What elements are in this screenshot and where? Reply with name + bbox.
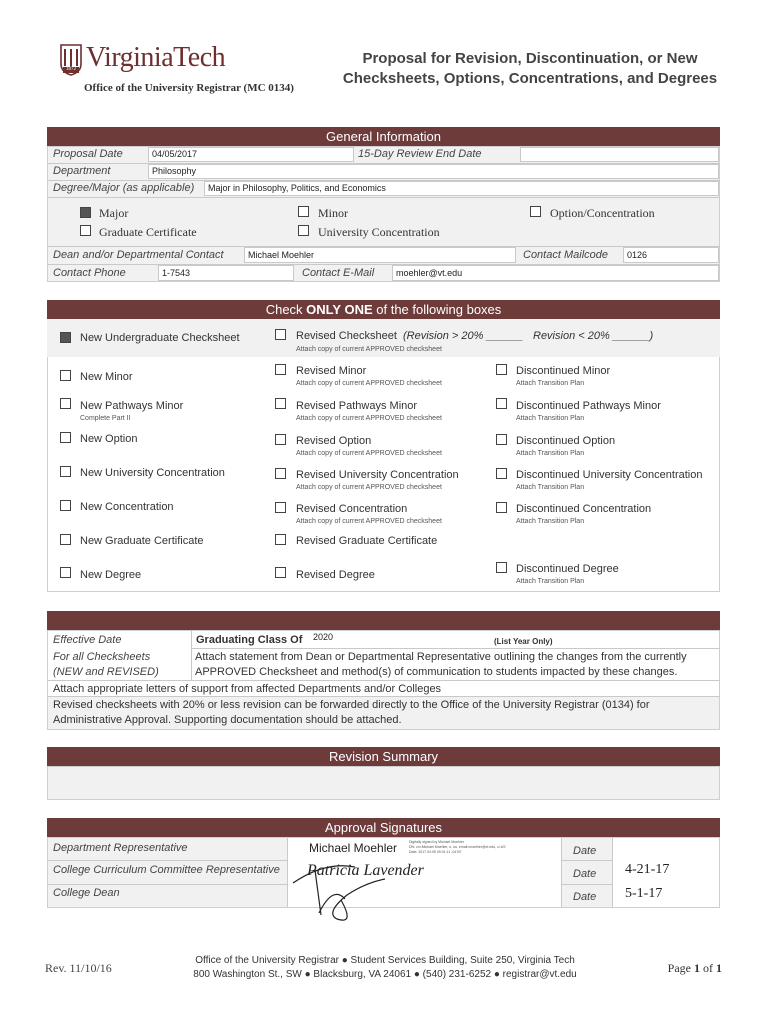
revised-pathways-minor-label: Revised Pathways Minor bbox=[296, 400, 418, 412]
new-university-concentration-label: New University Concentration bbox=[80, 467, 225, 479]
check-one-heading-pre: Check bbox=[265, 302, 307, 317]
new-minor-label: New Minor bbox=[80, 371, 133, 383]
revised-checksheet-label: Revised Checksheet bbox=[296, 330, 397, 342]
form-title-line1: Proposal for Revision, Discontinuation, or New bbox=[362, 50, 698, 67]
contact-field[interactable] bbox=[244, 247, 516, 263]
effective-header bbox=[47, 611, 720, 630]
revised-option-label: Revised Option bbox=[296, 435, 372, 447]
curriculum-rep-date-field[interactable] bbox=[613, 861, 719, 883]
check-one-heading-bold: ONLY ONE bbox=[306, 302, 373, 317]
dept-rep-signature: Michael Moehler bbox=[309, 841, 398, 855]
discontinued-degree-note: Attach Transition Plan bbox=[516, 578, 585, 585]
discontinued-concentration-label: Discontinued Concentration bbox=[516, 503, 652, 515]
discontinued-option-checkbox[interactable] bbox=[496, 434, 507, 445]
revised-degree-checkbox[interactable] bbox=[275, 567, 286, 578]
check-one-header bbox=[47, 300, 720, 319]
new-university-concentration-checkbox[interactable] bbox=[60, 466, 71, 477]
discontinued-pathways-minor-label: Discontinued Pathways Minor bbox=[516, 400, 661, 412]
revised-concentration-checkbox[interactable] bbox=[275, 502, 286, 513]
revised-minor-label: Revised Minor bbox=[296, 365, 367, 377]
all-checksheets-label2: (NEW and REVISED) bbox=[53, 666, 159, 678]
graduating-class-label: Graduating Class Of bbox=[196, 634, 303, 646]
proposal-date-field[interactable] bbox=[148, 147, 354, 162]
revised-minor-checkbox[interactable] bbox=[275, 364, 286, 375]
digital-note-1: Digitally signed by Michael Moehler bbox=[409, 840, 464, 844]
revised-option-note: Attach copy of current APPROVED checksheet bbox=[296, 450, 442, 457]
discontinued-option-note: Attach Transition Plan bbox=[516, 450, 585, 457]
new-pathways-minor-note: Complete Part II bbox=[80, 415, 131, 422]
discontinued-pathways-minor-checkbox[interactable] bbox=[496, 398, 507, 409]
office-name: Office of the University Registrar (MC 0134) bbox=[84, 82, 294, 94]
revised-note-line1: Revised checksheets with 20% or less revision can be forwarded directly to the Office of the University Registrar (0134) for bbox=[53, 699, 650, 711]
all-checksheets-text2: APPROVED Checksheet and method(s) of communication to students impacted by these changes. bbox=[195, 666, 678, 678]
digital-note-2: DN: cn=Michael Moehler, o, ou, email=moehler@vt.edu, c=US bbox=[409, 845, 506, 849]
date-label-1: Date bbox=[573, 845, 597, 857]
graduating-class-value: 2020 bbox=[313, 632, 334, 642]
logo-year: 1872 bbox=[66, 67, 76, 72]
new-degree-checkbox[interactable] bbox=[60, 567, 71, 578]
revised-option-checkbox[interactable] bbox=[275, 434, 286, 445]
revised-graduate-certificate-label: Revised Graduate Certificate bbox=[296, 535, 438, 547]
new-undergrad-checksheet-checkbox[interactable] bbox=[60, 332, 71, 343]
page-current: 1 bbox=[694, 961, 700, 975]
effective-date-label: Effective Date bbox=[53, 634, 122, 646]
revision-summary-header bbox=[47, 747, 720, 766]
department-value: Philosophy bbox=[152, 166, 197, 176]
revised-degree-label: Revised Degree bbox=[296, 569, 375, 581]
revised-graduate-certificate-checkbox[interactable] bbox=[275, 534, 286, 545]
new-pathways-minor-checkbox[interactable] bbox=[60, 398, 71, 409]
minor-label: Minor bbox=[318, 206, 348, 220]
discontinued-university-concentration-checkbox[interactable] bbox=[496, 468, 507, 479]
revision-code: Rev. 11/10/16 bbox=[45, 961, 112, 975]
new-undergrad-checksheet-label: New Undergraduate Checksheet bbox=[80, 332, 240, 344]
major-checkbox[interactable] bbox=[80, 207, 91, 218]
contact-value: Michael Moehler bbox=[248, 250, 315, 260]
page-mid: of bbox=[700, 961, 716, 975]
university-concentration-label: University Concentration bbox=[318, 225, 440, 239]
discontinued-minor-checkbox[interactable] bbox=[496, 364, 507, 375]
date-label-2: Date bbox=[573, 868, 597, 880]
college-dean-label: College Dean bbox=[53, 887, 120, 899]
revised-note-line2: Administrative Approval. Supporting documentation should be attached. bbox=[53, 714, 402, 726]
department-label: Department bbox=[53, 165, 111, 177]
email-field[interactable] bbox=[392, 265, 719, 281]
new-concentration-checkbox[interactable] bbox=[60, 500, 71, 511]
revision-summary-field[interactable] bbox=[47, 766, 720, 800]
proposal-date-value: 04/05/2017 bbox=[152, 149, 198, 159]
mailcode-field[interactable] bbox=[623, 247, 719, 263]
discontinued-university-concentration-label: Discontinued University Concentration bbox=[516, 469, 703, 481]
revised-university-concentration-checkbox[interactable] bbox=[275, 468, 286, 479]
college-dean-date: 5-1-17 bbox=[625, 886, 663, 901]
date-label-3: Date bbox=[573, 891, 597, 903]
discontinued-concentration-note: Attach Transition Plan bbox=[516, 518, 585, 525]
department-field[interactable] bbox=[148, 164, 719, 179]
footer-address-line2: 800 Washington St., SW ● Blacksburg, VA 24061 ● (540) 231-6252 ● registrar@vt.edu bbox=[193, 969, 577, 980]
discontinued-minor-label: Discontinued Minor bbox=[516, 365, 611, 377]
discontinued-concentration-checkbox[interactable] bbox=[496, 502, 507, 513]
new-minor-checkbox[interactable] bbox=[60, 370, 71, 381]
discontinued-pathways-minor-note: Attach Transition Plan bbox=[516, 415, 585, 422]
footer-address-line1: Office of the University Registrar ● Student Services Building, Suite 250, Virginia Tech bbox=[195, 955, 575, 966]
new-concentration-label: New Concentration bbox=[80, 501, 174, 513]
college-dean-signature-field[interactable] bbox=[289, 885, 561, 907]
new-option-label: New Option bbox=[80, 433, 138, 445]
new-graduate-certificate-label: New Graduate Certificate bbox=[80, 535, 204, 547]
check-one-heading-post: of the following boxes bbox=[372, 302, 502, 317]
minor-checkbox[interactable] bbox=[298, 206, 309, 217]
revised-checksheet-note: Attach copy of current APPROVED checksheet bbox=[296, 346, 442, 353]
graduating-class-field[interactable] bbox=[310, 632, 490, 646]
page-number bbox=[650, 961, 722, 976]
new-degree-label: New Degree bbox=[80, 569, 142, 581]
college-dean-date-field[interactable] bbox=[613, 885, 719, 907]
revision-lt-20: Revision < 20% ______) bbox=[533, 330, 654, 342]
vt-logo bbox=[60, 44, 250, 78]
dept-rep-label: Department Representative bbox=[53, 842, 188, 854]
revised-university-concentration-label: Revised University Concentration bbox=[296, 469, 459, 481]
graduate-certificate-label: Graduate Certificate bbox=[99, 225, 197, 239]
new-graduate-certificate-checkbox[interactable] bbox=[60, 534, 71, 545]
revision-gt-20: (Revision > 20% ______ bbox=[403, 330, 524, 342]
curriculum-rep-label: College Curriculum Committee Representative bbox=[53, 864, 280, 876]
degree-value: Major in Philosophy, Politics, and Economics bbox=[208, 183, 386, 193]
email-value: moehler@vt.edu bbox=[396, 268, 463, 278]
discontinued-minor-note: Attach Transition Plan bbox=[516, 380, 585, 387]
review-end-field[interactable] bbox=[520, 147, 719, 162]
phone-value: 1-7543 bbox=[162, 268, 191, 278]
revised-pathways-minor-note: Attach copy of current APPROVED checksheet bbox=[296, 415, 442, 422]
digital-note-3: Date: 2017.04.05 09:01:11 -04'00' bbox=[409, 850, 462, 854]
review-end-label: 15-Day Review End Date bbox=[358, 148, 482, 160]
new-option-checkbox[interactable] bbox=[60, 432, 71, 443]
logo-text: VirginiaTech bbox=[86, 42, 226, 73]
curriculum-rep-date: 4-21-17 bbox=[625, 862, 670, 877]
revised-minor-note: Attach copy of current APPROVED checksheet bbox=[296, 380, 442, 387]
mailcode-label: Contact Mailcode bbox=[523, 249, 608, 261]
graduate-certificate-checkbox[interactable] bbox=[80, 225, 91, 236]
revised-checksheet-checkbox[interactable] bbox=[275, 329, 286, 340]
form-title-line2: Checksheets, Options, Concentrations, and Degrees bbox=[342, 70, 718, 87]
proposal-date-label: Proposal Date bbox=[53, 148, 123, 160]
revised-concentration-label: Revised Concentration bbox=[296, 503, 408, 515]
degree-field[interactable] bbox=[204, 181, 719, 196]
general-info-header bbox=[47, 127, 720, 146]
degree-label: Degree/Major (as applicable) bbox=[53, 182, 195, 194]
list-year-note: (List Year Only) bbox=[494, 637, 553, 646]
dept-rep-date-field[interactable] bbox=[613, 839, 719, 859]
email-label: Contact E-Mail bbox=[302, 267, 375, 279]
mailcode-value: 0126 bbox=[627, 250, 648, 260]
university-concentration-checkbox[interactable] bbox=[298, 225, 309, 236]
approval-header bbox=[47, 818, 720, 837]
discontinued-option-label: Discontinued Option bbox=[516, 435, 616, 447]
curriculum-rep-signature: Patricia Lavender bbox=[307, 862, 424, 879]
all-checksheets-label1: For all Checksheets bbox=[53, 651, 151, 663]
discontinued-degree-label: Discontinued Degree bbox=[516, 563, 619, 575]
support-letters-text: Attach appropriate letters of support from affected Departments and/or Colleges bbox=[53, 683, 442, 695]
page-pre: Page bbox=[667, 961, 694, 975]
revised-university-concentration-note: Attach copy of current APPROVED checksheet bbox=[296, 484, 442, 491]
option-concentration-label: Option/Concentration bbox=[550, 206, 655, 220]
major-label: Major bbox=[99, 206, 129, 220]
new-pathways-minor-label: New Pathways Minor bbox=[80, 400, 184, 412]
page-total: 1 bbox=[716, 961, 722, 975]
option-concentration-checkbox[interactable] bbox=[530, 206, 541, 217]
revision-summary-heading: Revision Summary bbox=[328, 749, 439, 764]
approval-heading: Approval Signatures bbox=[324, 820, 443, 835]
discontinued-degree-checkbox[interactable] bbox=[496, 562, 507, 573]
revised-pathways-minor-checkbox[interactable] bbox=[275, 398, 286, 409]
general-info-heading: General Information bbox=[326, 129, 441, 144]
phone-label: Contact Phone bbox=[53, 267, 126, 279]
discontinued-university-concentration-note: Attach Transition Plan bbox=[516, 484, 585, 491]
contact-label: Dean and/or Departmental Contact bbox=[53, 249, 224, 261]
phone-field[interactable] bbox=[158, 265, 294, 281]
revised-concentration-note: Attach copy of current APPROVED checksheet bbox=[296, 518, 442, 525]
all-checksheets-text1: Attach statement from Dean or Departmental Representative outlining the changes from the currently bbox=[195, 651, 687, 663]
